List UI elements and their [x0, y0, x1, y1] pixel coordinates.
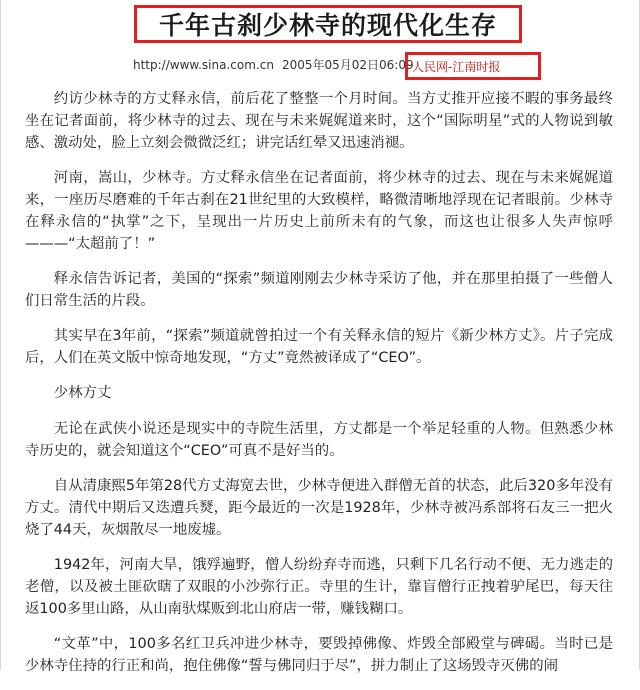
- paragraph: 自从清康熙5年第28代方丈海宽去世，少林寺便进入群僧无首的状态，此后320多年没有方丈。清代中期后又迭遭兵燹，距今最近的一次是1928年，少林寺被冯系部将石友三一把火烧了44天，灰烟散尽一地废墟。: [25, 478, 613, 538]
- paragraph: 1942年，河南大旱，饿殍遍野，僧人纷纷弃寺而逃，只剩下几名行动不便、无力逃走的老僧，以及被土匪砍瞎了双眼的小沙弥行正。寺里的生计，靠盲僧行正拽着驴尾巴，每天往返100多里山路，从山南驮煤贩到北山府店一带，赚钱糊口。: [25, 557, 613, 617]
- article-body: [25, 88, 613, 690]
- paragraph: 释永信告诉记者，美国的“探索”频道刚刚去少林寺采访了他，并在那里拍摄了一些僧人们日常生活的片段。: [25, 271, 613, 309]
- section-subheading: 少林方丈: [53, 385, 112, 401]
- paragraph: 约访少林寺的方丈释永信，前后花了整整一个月时间。当方丈推开应接不暇的事务最终坐在记者面前，将少林寺的过去、现在与未来娓娓道来时，这个“国际明星”式的人物说到敏感、激动处，脸上立刻会微微泛红；讲完话红晕又迅速消褪。: [25, 91, 613, 151]
- source-highlight-box: [405, 52, 541, 80]
- title-highlight-box: [134, 5, 522, 43]
- source-url[interactable]: http://www.sina.com.cn: [133, 58, 274, 72]
- paragraph: 其实早在3年前，“探索”频道就曾拍过一个有关释永信的短片《新少林方丈》。片子完成后，人们在英文版中惊奇地发现，“方丈”竟然被译成了“CEO”。: [25, 328, 613, 366]
- paragraph: “文革”中，100多名红卫兵冲进少林寺，要毁掉佛像、炸毁全部殿堂与碑碣。当时已是少林寺住持的行正和尚，抱住佛像“誓与佛同归于尽”，拼力制止了这场毁寺灭佛的闹: [25, 636, 613, 674]
- news-source: 人民网-江南时报: [412, 59, 501, 74]
- publish-datetime: 2005年05月02日06:09: [281, 58, 414, 72]
- article-meta: [133, 57, 414, 73]
- article-title: 千年古刹少林寺的现代化生存: [158, 11, 497, 40]
- paragraph: 无论在武侠小说还是现实中的寺院生活里，方丈都是一个举足轻重的人物。但熟悉少林寺历史的，就会知道这个“CEO”可真不是好当的。: [25, 421, 613, 459]
- paragraph: 河南，嵩山，少林寺。方丈释永信坐在记者面前，将少林寺的过去、现在与未来娓娓道来，一座历尽磨难的千年古刹在21世纪里的大致模样，略微清晰地浮现在记者眼前。少林寺在释永信的“执掌”之下，呈现出一片历史上前所未有的气象，而这也让很多人失声惊呼———“太超前了！”: [25, 170, 613, 252]
